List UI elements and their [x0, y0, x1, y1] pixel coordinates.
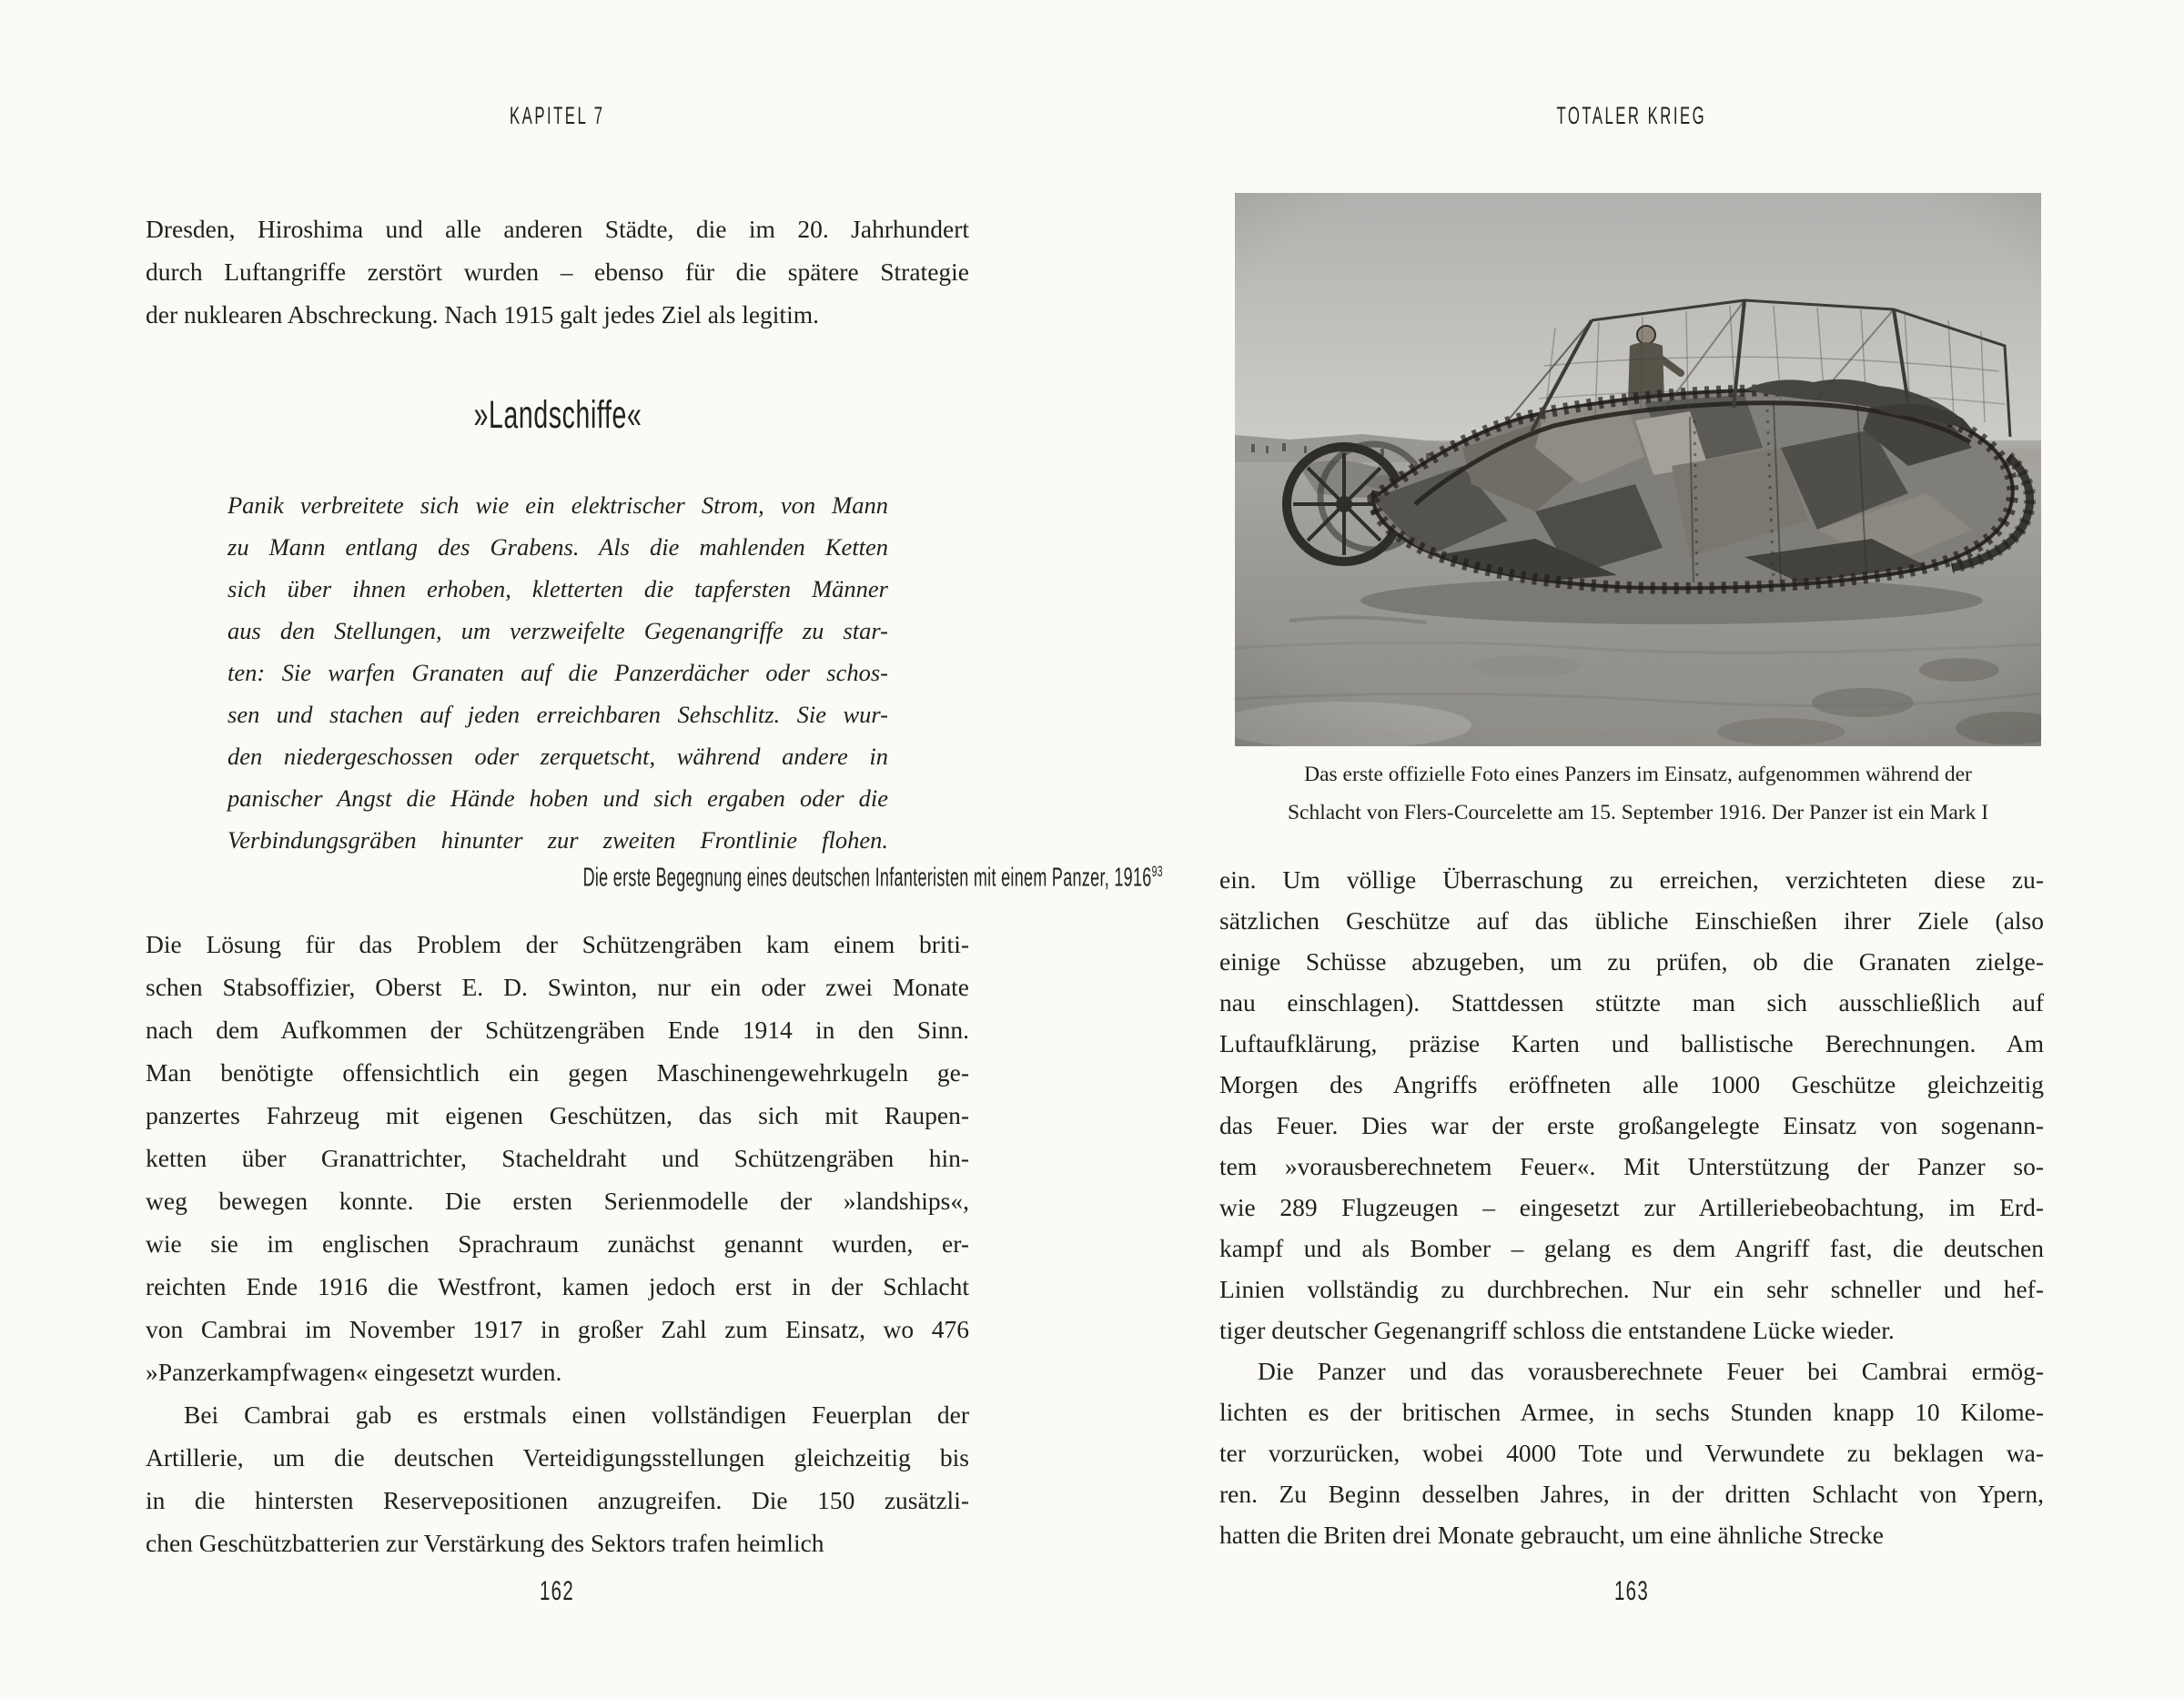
text-line: einige Schüsse abzugeben, um zu prüfen, ob die Granaten zielge-	[1219, 947, 2044, 976]
text-line: in die hintersten Reservepositionen anzugreifen. Die 150 zusätzli-	[146, 1486, 969, 1514]
text-line: hatten die Briten drei Monate gebraucht, um eine ähnliche Strecke	[1219, 1521, 1884, 1549]
text-line: nau einschlagen). Stattdessen stützte man sich ausschließlich auf	[1219, 988, 2044, 1016]
text-line: Die Lösung für das Problem der Schützengräben kam einem briti-	[146, 930, 969, 958]
text-line: weg bewegen konnte. Die ersten Serienmodelle der »landships«,	[146, 1187, 969, 1215]
photo-caption	[1227, 755, 2049, 832]
text-line: lichten es der britischen Armee, in sechs Stunden knapp 10 Kilome-	[1219, 1398, 2044, 1426]
right-paragraph-1	[1219, 859, 2044, 1350]
text-line: sen und stachen auf jeden erreichbaren Sehschlitz. Sie wur-	[228, 701, 888, 728]
text-line: Bei Cambrai gab es erstmals einen vollständigen Feuerplan der	[184, 1401, 969, 1429]
text-line: chen Geschützbatterien zur Verstärkung des Sektors trafen heimlich	[146, 1529, 824, 1557]
caption-line: Das erste offizielle Foto eines Panzers im Einsatz, aufgenommen während der	[1304, 763, 1972, 786]
text-line: ten: Sie warfen Granaten auf die Panzerdächer oder schos-	[228, 659, 888, 686]
text-line: Dresden, Hiroshima und alle anderen Städte, die im 20. Jahrhundert	[146, 215, 969, 243]
text-line: tiger deutscher Gegenangriff schloss die entstandene Lücke wieder.	[1219, 1316, 1895, 1344]
text-line: durch Luftangriffe zerstört wurden – ebenso für die spätere Strategie	[146, 258, 969, 286]
text-line: ter vorzurücken, wobei 4000 Tote und Verwundete zu beklagen wa-	[1219, 1439, 2044, 1467]
text-line: von Cambrai im November 1917 in großer Zahl zum Einsatz, wo 476	[146, 1315, 969, 1343]
text-line: das Feuer. Dies war der erste großangelegte Einsatz von sogenann-	[1219, 1111, 2044, 1139]
text-line: der nuklearen Abschreckung. Nach 1915 galt jedes Ziel als legitim.	[146, 300, 819, 329]
right-running-head-text: TOTALER KRIEG	[1556, 102, 1707, 129]
text-line: sätzlichen Geschütze auf das übliche Einschießen ihrer Ziele (also	[1219, 906, 2044, 935]
caption-line: Schlacht von Flers-Courcelette am 15. September 1916. Der Panzer ist ein Mark I	[1287, 801, 1989, 824]
text-line: Verbindungsgräben hinunter zur zweiten Frontlinie flohen.	[228, 826, 888, 854]
text-line: Man benötigte offensichtlich ein gegen Maschinengewehrkugeln ge-	[146, 1058, 969, 1087]
text-line: panischer Angst die Hände hoben und sich ergaben oder die	[228, 784, 888, 812]
text-line: ein. Um völlige Überraschung zu erreichen, verzichteten diese zu-	[1219, 865, 2044, 894]
quote-attribution-text: Die erste Begegnung eines deutschen Infanteristen mit einem Panzer, 1916$^{93}$	[582, 863, 1163, 893]
left-page-number: 162	[540, 1576, 575, 1606]
right-page-number: 163	[1613, 1576, 1650, 1606]
text-line: Panik verbreitete sich wie ein elektrischer Strom, von Mann	[228, 491, 888, 519]
text-line: kampf und als Bomber – gelang es dem Angriff fast, die deutschen	[1219, 1234, 2044, 1262]
text-line: tem »vorausberechnetem Feuer«. Mit Unterstützung der Panzer so-	[1219, 1152, 2044, 1180]
left-running-head	[146, 102, 969, 130]
text-line: ketten über Granattrichter, Stacheldraht und Schützengräben hin-	[146, 1144, 969, 1172]
text-line: ren. Zu Beginn desselben Jahres, in der dritten Schlacht von Ypern,	[1219, 1480, 2044, 1508]
left-body	[146, 923, 969, 1564]
left-paragraph-1	[146, 923, 969, 1393]
text-line: wie 289 Flugzeugen – eingesetzt zur Artilleriebeobachtung, im Erd-	[1219, 1193, 2044, 1221]
text-line: Morgen des Angriffs eröffneten alle 1000 Geschütze gleichzeitig	[1219, 1070, 2044, 1098]
section-heading	[146, 393, 969, 438]
text-line: Luftaufklärung, präzise Karten und ballistische Berechnungen. Am	[1219, 1029, 2044, 1057]
right-paragraph-2	[1219, 1350, 2044, 1555]
text-line: nach dem Aufkommen der Schützengräben Ende 1914 in den Sinn.	[146, 1016, 969, 1044]
footnote-marker: 93	[1151, 863, 1163, 880]
text-line: »Panzerkampfwagen« eingesetzt wurden.	[146, 1358, 562, 1386]
section-heading-text: »Landschiffe«	[473, 393, 642, 437]
tank-photo-art	[1235, 193, 2041, 746]
text-line: Artillerie, um die deutschen Verteidigungsstellungen gleichzeitig bis	[146, 1443, 969, 1471]
block-quote	[228, 484, 888, 861]
text-line: den niedergeschossen oder zerquetscht, während andere in	[228, 743, 888, 770]
text-line: schen Stabsoffizier, Oberst E. D. Swinton, nur ein oder zwei Monate	[146, 973, 969, 1001]
quote-attribution	[228, 863, 1163, 894]
text-line: sich über ihnen erhoben, kletterten die tapfersten Männer	[228, 575, 888, 602]
left-paragraph-2	[146, 1393, 969, 1564]
right-body	[1219, 859, 2044, 1555]
text-line: reichten Ende 1916 die Westfront, kamen jedoch erst in der Schlacht	[146, 1272, 969, 1300]
left-running-head-text: KAPITEL 7	[510, 102, 605, 129]
text-line: aus den Stellungen, um verzweifelte Gegenangriffe zu star-	[228, 617, 888, 644]
right-running-head	[1219, 102, 2044, 130]
text-line: zu Mann entlang des Grabens. Als die mahlenden Ketten	[228, 533, 888, 561]
text-line: panzertes Fahrzeug mit eigenen Geschützen, das sich mit Raupen-	[146, 1101, 969, 1129]
text-line: wie sie im englischen Sprachraum zunächst genannt wurden, er-	[146, 1229, 969, 1258]
tank-photo	[1235, 193, 2041, 746]
text-line: Linien vollständig zu durchbrechen. Nur ein sehr schneller und hef-	[1219, 1275, 2044, 1303]
text-line: Die Panzer und das vorausberechnete Feuer bei Cambrai ermög-	[1258, 1357, 2044, 1385]
left-intro-paragraph	[146, 207, 969, 336]
